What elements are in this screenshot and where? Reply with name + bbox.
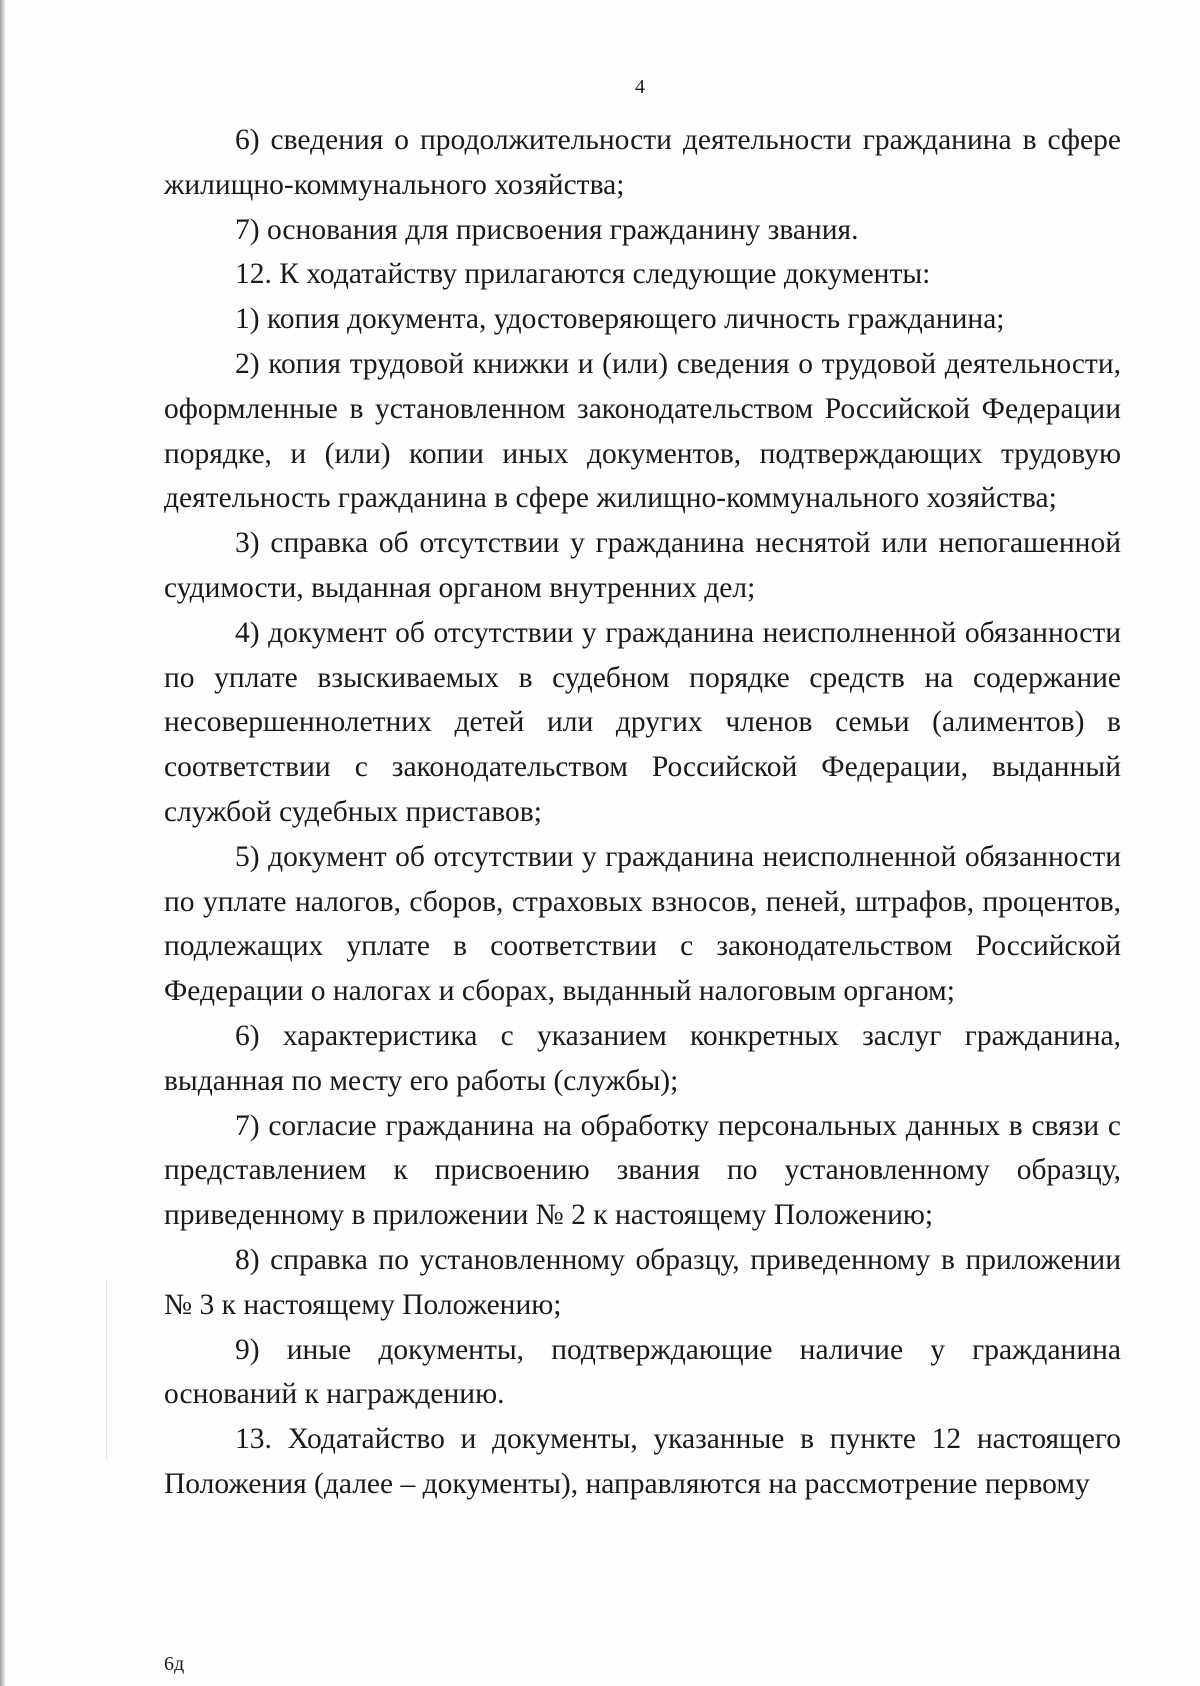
paragraph: 2) копия трудовой книжки и (или) сведения о трудовой деятельности, оформленные в установленном законодательством Российской Федерации порядке, и (или) копии иных документов, подтверждающих трудовую деятельность гражданина в сфере жилищно-коммунального хозяйства; <box>164 347 1121 515</box>
paragraph: 13. Ходатайство и документы, указанные в пункте 12 настоящего Положения (далее – документы), направляются на рассмотрение первому <box>164 1423 1121 1500</box>
paragraph: 8) справка по установленному образцу, приведенному в приложении № 3 к настоящему Положению; <box>164 1243 1121 1321</box>
paragraph: 7) основания для присвоения гражданину звания. <box>235 213 859 246</box>
paragraph: 6) сведения о продолжительности деятельности гражданина в сфере жилищно-коммунального хозяйства; <box>164 124 1121 201</box>
paragraph: 5) документ об отсутствии у гражданина неисполненной обязанности по уплате налогов, сборов, страховых взносов, пеней, штрафов, процентов, подлежащих уплате в соответствии с законодательством Российской Федерации о налогах и сборах, выданный налоговым органом; <box>164 840 1121 1008</box>
paragraph: 4) документ об отсутствии у гражданина неисполненной обязанности по уплате взыскиваемых в судебном порядке средств на содержание несовершеннолетних детей или других членов семьи (алиментов) в соответствии с законодательством Российской Федерации, выданный службой судебных приставов; <box>164 616 1121 828</box>
page-number: 4 <box>635 76 645 98</box>
document-body <box>164 118 1121 1507</box>
paragraph: 12. К ходатайству прилагаются следующие документы: <box>235 258 931 291</box>
scan-edge <box>0 0 6 1686</box>
paragraph: 6) характеристика с указанием конкретных заслуг гражданина, выданная по месту его работы (службы); <box>164 1019 1121 1097</box>
footer-code: 6д <box>164 1653 185 1675</box>
paragraph: 9) иные документы, подтверждающие наличие у гражданина оснований к награждению. <box>164 1333 1121 1411</box>
paragraph: 7) согласие гражданина на обработку персональных данных в связи с представлением к присвоению звания по установленному образцу, приведенному в приложении № 2 к настоящему Положению; <box>164 1109 1121 1232</box>
paragraph: 1) копия документа, удостоверяющего личность гражданина; <box>235 303 1005 336</box>
paragraph: 3) справка об отсутствии у гражданина неснятой или непогашенной судимости, выданная органом внутренних дел; <box>164 527 1121 604</box>
margin-mark <box>106 1280 107 1460</box>
